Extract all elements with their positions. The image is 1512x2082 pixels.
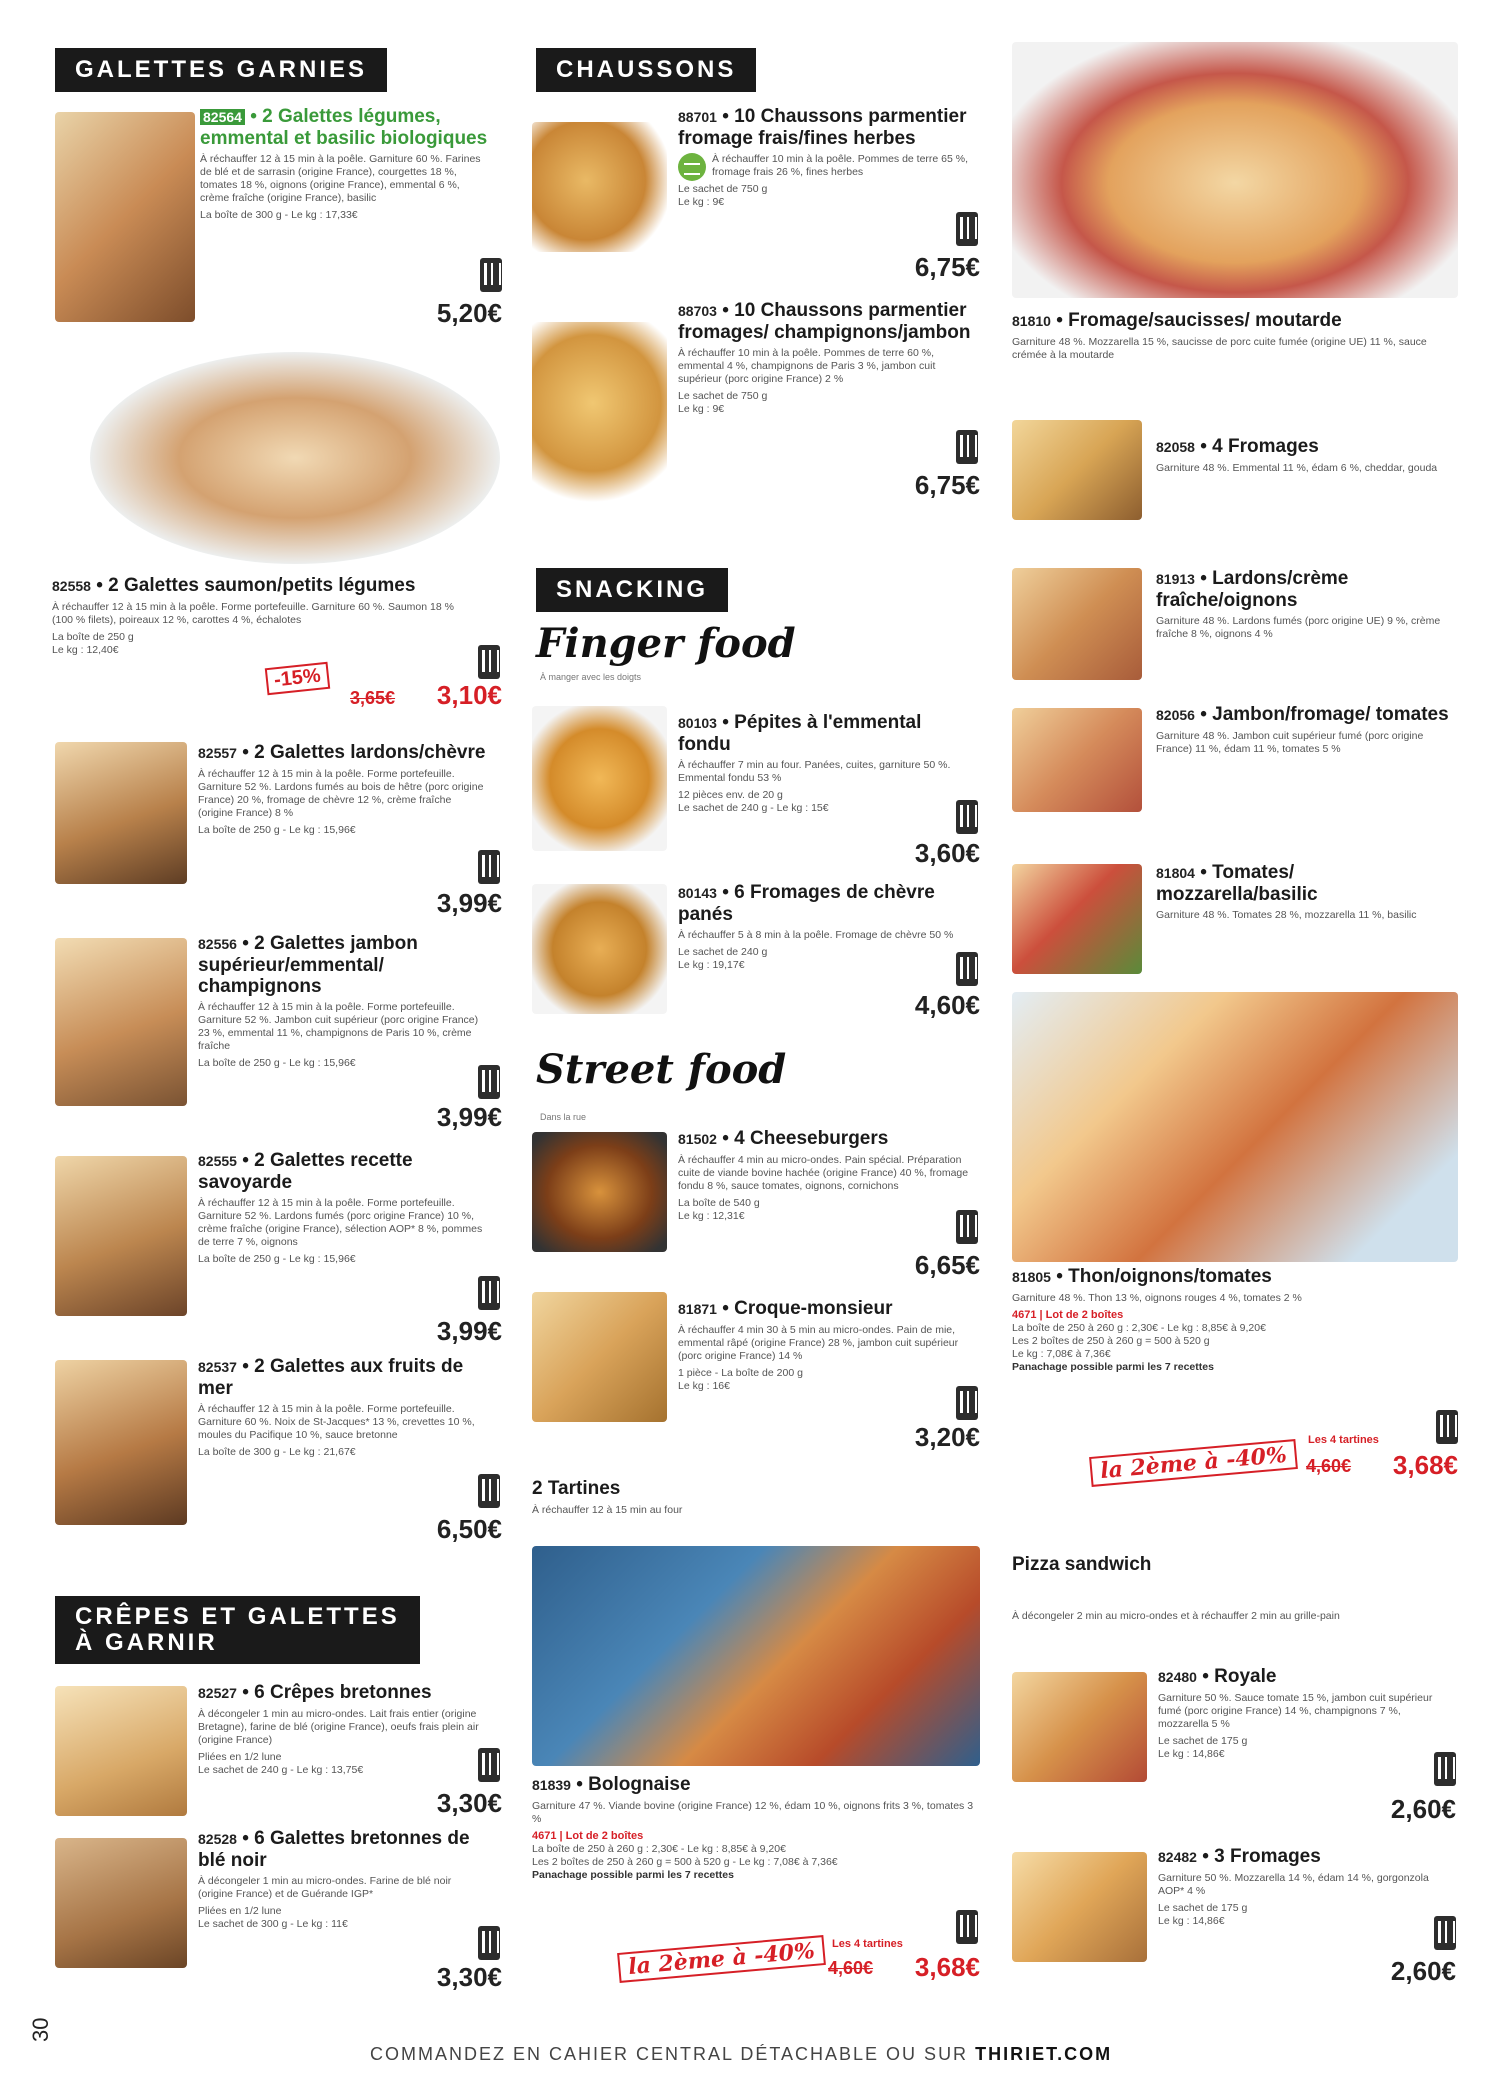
section-header-galettes: GALETTES GARNIES [55,48,387,92]
product-desc: Garniture 47 %. Viande bovine (origine France) 12 %, édam 10 %, oignons frits 3 %, tomates 3 % [532,1800,974,1825]
price: 3,60€ [914,838,980,868]
product-desc: À réchauffer 12 à 15 min à la poêle. Forme portefeuille. Garniture 52 %. Lardons fumés au bois de hêtre (porc origine France) 20 %, fromage de chèvre 12 %, crème fraîche (origine France) 8 % [198,768,484,819]
product-photo-galettes-saumon [90,352,500,564]
product-81913[interactable]: 81913 • Lardons/crème fraîche/oignons Garniture 48 %. Lardons fumés (porc origine UE) 9 %, crème fraîche 8 %, oignons 4 % [1156,568,1456,641]
product-code: 82558 [52,578,91,594]
product-meta: Pliées en 1/2 lune Le sachet de 300 g - Le kg : 11€ [198,1905,348,1930]
product-desc: À réchauffer 12 à 15 min à la poêle. Garniture 60 %. Farines de blé et de sarrasin (origine France), courgettes 18 %, tomates 18 %, oignons (origine France), emmental 6 %, crème fraîche (origine France), basilic [200,153,481,204]
lot-desc: La boîte de 250 à 260 g : 2,30€ - Le kg : 8,85€ à 9,20€ Les 2 boîtes de 250 à 260 g = 500 à 520 g - Le kg : 7,08€ à 7,36€ [532,1843,838,1868]
product-code: 81502 [678,1131,717,1147]
product-desc: À réchauffer 5 à 8 min à la poêle. Fromage de chèvre 50 % [678,929,954,941]
price: 3,99€ [436,1316,502,1346]
price: 4,60€ [914,990,980,1020]
price: 3,68€ [914,1952,980,1982]
product-code: 88703 [678,303,717,319]
fork-knife-icon [478,1276,500,1310]
product-title: Thon/oignons/tomates [1068,1266,1272,1287]
product-code: 82564 [200,109,245,125]
promo-badge: la 2ème à -40% [1089,1439,1298,1487]
product-desc: Garniture 48 %. Tomates 28 %, mozzarella 11 %, basilic [1156,909,1417,921]
product-81871[interactable]: 81871 • Croque-monsieur À réchauffer 4 min 30 à 5 min au micro-ondes. Pain de mie, emmental râpé (origine France) 28 %, jambon cuit supérieur (porc origine France) 14 % 1 pièce - La boîte de 200 g Le kg : 16€ [678,1298,978,1393]
product-title: 6 Galettes bretonnes de blé noir [198,1828,470,1871]
product-desc: À réchauffer 10 min à la poêle. Pommes de terre 65 %, fromage frais 26 %, fines herbes [712,153,969,178]
product-82556[interactable]: 82556 • 2 Galettes jambon supérieur/emmental/ champignons À réchauffer 12 à 15 min à la poêle. Forme portefeuille. Garniture 52 %. Jambon cuit supérieur (porc origine France) 23 %, emmental 11 %, champignons de Paris 10 %, crème fraîche La boîte de 250 g - Le kg : 15,96€ [198,933,488,1070]
product-photo [1012,708,1142,812]
product-82537[interactable]: 82537 • 2 Galettes aux fruits de mer À réchauffer 12 à 15 min à la poêle. Forme portefeuille. Garniture 60 %. Noix de St-Jacques* 13 %, crevettes 10 %, moules du Pacifique 10 %, sauce bretonne La boîte de 300 g - Le kg : 21,67€ [198,1356,488,1459]
product-code: 82482 [1158,1849,1197,1865]
product-code: 81805 [1012,1269,1051,1285]
product-desc: À réchauffer 12 à 15 min à la poêle. Forme portefeuille. Garniture 52 %. Jambon cuit supérieur (porc origine France) 23 %, emmental 11 %, champignons de Paris 10 %, crème fraîche [198,1001,479,1052]
product-meta: La boîte de 300 g - Le kg : 21,67€ [198,1446,356,1458]
product-desc: Garniture 50 %. Mozzarella 14 %, édam 14 %, gorgonzola AOP* 4 % [1158,1872,1429,1897]
product-desc: À réchauffer 12 à 15 min à la poêle. Forme portefeuille. Garniture 60 %. Saumon 18 % (100 % filets), poireaux 12 %, carottes 4 %, échalotes [52,601,454,626]
product-photo [55,112,195,322]
fork-knife-icon [478,1065,500,1099]
product-88701[interactable]: 88701 • 10 Chaussons parmentier fromage frais/fines herbes À réchauffer 10 min à la poêle. Pommes de terre 65 %, fromage frais 26 %, fines herbes Le sachet de 750 g Le kg : 9€ [678,106,978,209]
product-desc: Garniture 48 %. Lardons fumés (porc origine UE) 9 %, crème fraîche 8 %, oignons 4 % [1156,615,1441,640]
product-photo [55,1838,187,1968]
product-82480[interactable]: 82480 • Royale Garniture 50 %. Sauce tomate 15 %, jambon cuit supérieur fumé (porc origine France) 14 %, champignons 7 %, mozzarella 5 % Le sachet de 175 g Le kg : 14,86€ [1158,1666,1448,1761]
product-code: 80143 [678,885,717,901]
price: 3,20€ [914,1422,980,1452]
product-photo-bolognaise [532,1546,980,1766]
product-code: 82058 [1156,439,1195,455]
product-code: 82537 [198,1359,237,1375]
product-title: Fromage/saucisses/ moutarde [1068,310,1342,331]
product-code: 81839 [532,1777,571,1793]
product-code: 81804 [1156,865,1195,881]
product-meta: 12 pièces env. de 20 g Le sachet de 240 g - Le kg : 15€ [678,789,829,814]
product-photo [532,122,667,252]
finger-food-subtitle: À manger avec les doigts [540,672,642,682]
product-title: 6 Crêpes bretonnes [254,1682,432,1703]
fork-knife-icon [478,645,500,679]
section-header-chaussons: CHAUSSONS [536,48,756,92]
fork-knife-icon [1436,1410,1458,1444]
old-price: 4,60€ [828,1958,874,1978]
product-photo [1012,420,1142,520]
product-81502[interactable]: 81502 • 4 Cheeseburgers À réchauffer 4 min au micro-ondes. Pain spécial. Préparation cuite de viande bovine hachée (origine France) 40 %, fromage fondu 8 %, sauce tomates, oignons, cornichons La boîte de 540 g Le kg : 12,31€ [678,1128,978,1223]
price: 3,10€ [436,680,502,710]
fork-knife-icon [478,1748,500,1782]
product-82056[interactable]: 82056 • Jambon/fromage/ tomates Garniture 48 %. Jambon cuit supérieur fumé (porc origine France) 11 %, édam 11 %, tomates 5 % [1156,704,1456,756]
price: 3,99€ [436,888,502,918]
product-title: 2 Galettes recette savoyarde [198,1150,413,1193]
footer-text: COMMANDEZ EN CAHIER CENTRAL DÉTACHABLE OU SUR [370,2044,969,2064]
product-title: Jambon/fromage/ tomates [1212,704,1449,725]
product-title: 10 Chaussons parmentier fromages/ champignons/jambon [678,300,971,343]
product-code: 82480 [1158,1669,1197,1685]
product-meta: La boîte de 250 g Le kg : 12,40€ [52,631,134,656]
price: 6,75€ [914,470,980,500]
product-code: 82557 [198,745,237,761]
product-desc: À réchauffer 7 min au four. Panées, cuites, garniture 50 %. Emmental fondu 53 % [678,759,951,784]
bio-icon [678,153,706,181]
price: 2,60€ [1390,1956,1456,1986]
product-photo [1012,1672,1147,1782]
product-photo [55,1360,187,1525]
product-photo [55,1686,187,1816]
lot-label: 4671 | Lot de 2 boîtes [532,1830,644,1842]
product-80143[interactable]: 80143 • 6 Fromages de chèvre panés À réchauffer 5 à 8 min à la poêle. Fromage de chèvre 50 % Le sachet de 240 g Le kg : 19,17€ [678,882,978,972]
section-header-crepes: CRÊPES ET GALETTES À GARNIR [55,1596,420,1664]
product-photo [532,1132,667,1252]
fork-knife-icon [956,1910,978,1944]
product-meta: La boîte de 250 g - Le kg : 15,96€ [198,1057,356,1069]
fork-knife-icon [1434,1916,1456,1950]
product-82558[interactable]: 82558 • 2 Galettes saumon/petits légumes À réchauffer 12 à 15 min à la poêle. Forme portefeuille. Garniture 60 %. Saumon 18 % (100 % filets), poireaux 12 %, carottes 4 %, échalotes La boîte de 250 g Le kg : 12,40€ [52,575,502,657]
product-88703[interactable]: 88703 • 10 Chaussons parmentier fromages/ champignons/jambon À réchauffer 10 min à la poêle. Pommes de terre 60 %, emmental 4 %, champignons de Paris 3 %, jambon cuit supérieur (porc origine France) 2 % Le sachet de 750 g Le kg : 9€ [678,300,978,416]
product-81805[interactable]: 81805 • Thon/oignons/tomates Garniture 48 %. Thon 13 %, oignons rouges 4 %, tomates 2 % 4671 | Lot de 2 boîtes La boîte de 250 à 260 g : 2,30€ - Le kg : 8,85€ à 9,20€ Les 2 boîtes de 250 à 260 g = 500 à 520 g Le kg : 7,08€ à 7,36€ Panachage possible parmi les 7 recettes [1012,1266,1458,1374]
product-meta: Le sachet de 240 g Le kg : 19,17€ [678,946,768,971]
street-food-subtitle: Dans la rue [540,1112,587,1122]
product-82557[interactable]: 82557 • 2 Galettes lardons/chèvre À réchauffer 12 à 15 min à la poêle. Forme portefeuille. Garniture 52 %. Lardons fumés au bois de hêtre (porc origine France) 20 %, fromage de chèvre 12 %, crème fraîche (origine France) 8 % La boîte de 250 g - Le kg : 15,96€ [198,742,488,837]
product-title: 6 Fromages de chèvre panés [678,882,935,925]
product-title: 2 Galettes aux fruits de mer [198,1356,464,1399]
product-title: Croque-monsieur [734,1298,893,1319]
product-code: 81913 [1156,571,1195,587]
product-meta: La boîte de 250 g - Le kg : 15,96€ [198,824,356,836]
old-price: 3,65€ [350,688,396,708]
product-meta: Pliées en 1/2 lune Le sachet de 240 g - Le kg : 13,75€ [198,1751,364,1776]
tartines-note: À réchauffer 12 à 15 min au four [532,1504,683,1516]
product-desc: À réchauffer 4 min 30 à 5 min au micro-ondes. Pain de mie, emmental râpé (origine France) 28 %, jambon cuit supérieur (porc origine France) 14 % [678,1324,959,1362]
product-title: 2 Galettes légumes, emmental et basilic biologiques [200,106,488,149]
product-photo [532,1292,667,1422]
price: 3,30€ [436,1788,502,1818]
tartines-heading: 2 Tartines [532,1478,621,1499]
product-photo [55,1156,187,1316]
price: 2,60€ [1390,1794,1456,1824]
price: 3,68€ [1392,1450,1458,1480]
price: 6,75€ [914,252,980,282]
product-meta: La boîte de 300 g - Le kg : 17,33€ [200,209,358,221]
product-code: 82556 [198,936,237,952]
product-meta: La boîte de 250 g - Le kg : 15,96€ [198,1253,356,1265]
price: 3,99€ [436,1102,502,1132]
product-code: 82528 [198,1831,237,1847]
product-title: 2 Galettes saumon/petits légumes [108,575,416,596]
promo-label: Les 4 tartines [1308,1434,1379,1446]
price: 6,65€ [914,1250,980,1280]
product-meta: Le sachet de 750 g Le kg : 9€ [678,390,768,415]
product-photo [1012,1852,1147,1962]
product-81839[interactable]: 81839 • Bolognaise Garniture 47 %. Viande bovine (origine France) 12 %, édam 10 %, oignons frits 3 %, tomates 3 % 4671 | Lot de 2 boîtes La boîte de 250 à 260 g : 2,30€ - Le kg : 8,85€ à 9,20€ Les 2 boîtes de 250 à 260 g = 500 à 520 g - Le kg : 7,08€ à 7,36€ Panachage possible parmi les 7 recettes [532,1774,982,1882]
fork-knife-icon [956,1210,978,1244]
pizza-sandwich-heading: Pizza sandwich [1012,1554,1152,1575]
product-title: Lardons/crème fraîche/oignons [1156,568,1349,611]
product-photo [532,322,667,502]
product-82555[interactable]: 82555 • 2 Galettes recette savoyarde À réchauffer 12 à 15 min à la poêle. Forme portefeuille. Garniture 52 %. Lardons fumés (porc origine France) 10 %, crème fraîche (origine France), sélection AOP* 8 %, pommes de terre 7 %, oignons La boîte de 250 g - Le kg : 15,96€ [198,1150,488,1266]
product-title: 4 Fromages [1212,436,1319,457]
product-title: 10 Chaussons parmentier fromage frais/fines herbes [678,106,967,149]
product-desc: Garniture 48 %. Jambon cuit supérieur fumé (porc origine France) 11 %, édam 11 %, tomates 5 % [1156,730,1424,755]
product-photo [1012,864,1142,974]
product-desc: À décongeler 1 min au micro-ondes. Lait frais entier (origine Bretagne), farine de blé (origine France), oeufs frais plein air (origine France) [198,1708,479,1746]
lot-label: 4671 | Lot de 2 boîtes [1012,1309,1124,1321]
product-desc: Garniture 50 %. Sauce tomate 15 %, jambon cuit supérieur fumé (porc origine France) 14 %, champignons 7 %, mozzarella 5 % [1158,1692,1433,1730]
product-title: Tomates/ mozzarella/basilic [1156,862,1318,905]
fork-knife-icon [956,1386,978,1420]
product-photo [55,742,187,884]
fork-knife-icon [480,258,502,292]
product-code: 82555 [198,1153,237,1169]
product-meta: Le sachet de 175 g Le kg : 14,86€ [1158,1735,1248,1760]
product-photo-fromage-saucisses [1012,42,1458,298]
product-desc: À réchauffer 12 à 15 min à la poêle. Forme portefeuille. Garniture 60 %. Noix de St-Jacques* 13 %, crevettes 10 %, moules du Pacifique 10 %, sauce bretonne [198,1403,475,1441]
fork-knife-icon [956,800,978,834]
product-meta: 1 pièce - La boîte de 200 g Le kg : 16€ [678,1367,803,1392]
product-code: 88701 [678,109,717,125]
product-82058[interactable]: 82058 • 4 Fromages Garniture 48 %. Emmental 11 %, édam 6 %, cheddar, gouda [1156,436,1456,475]
footer-brand[interactable]: THIRIET.COM [975,2044,1113,2064]
product-photo-thon [1012,992,1458,1262]
panachage: Panachage possible parmi les 7 recettes [1012,1361,1214,1373]
product-81804[interactable]: 81804 • Tomates/ mozzarella/basilic Garniture 48 %. Tomates 28 %, mozzarella 11 %, basilic [1156,862,1456,922]
product-meta: Le sachet de 175 g Le kg : 14,86€ [1158,1902,1248,1927]
product-81810[interactable]: 81810 • Fromage/saucisses/ moutarde Garniture 48 %. Mozzarella 15 %, saucisse de porc cuite fumée (origine UE) 11 %, sauce crémée à la moutarde [1012,310,1458,362]
product-title: 2 Galettes lardons/chèvre [254,742,486,763]
product-82564[interactable]: 82564 • 2 Galettes légumes, emmental et basilic biologiques À réchauffer 12 à 15 min à la poêle. Garniture 60 %. Farines de blé et de sarrasin (origine France), courgettes 18 %, tomates 18 %, oignons (origine France), emmental 6 %, crème fraîche (origine France), basilic La boîte de 300 g - Le kg : 17,33€ [200,106,490,222]
product-title: 2 Galettes jambon supérieur/emmental/ champignons [198,933,418,997]
price: 5,20€ [436,298,502,328]
product-code: 80103 [678,715,717,731]
product-code: 82527 [198,1685,237,1701]
discount-badge: -15% [265,662,330,695]
panachage: Panachage possible parmi les 7 recettes [532,1869,734,1881]
fork-knife-icon [956,952,978,986]
street-food-title: Street food [536,1046,787,1093]
product-photo [532,884,667,1014]
product-title: 4 Cheeseburgers [734,1128,889,1149]
product-title: Royale [1214,1666,1277,1687]
pizza-note: À décongeler 2 min au micro-ondes et à réchauffer 2 min au grille-pain [1012,1610,1340,1622]
product-80103[interactable]: 80103 • Pépites à l'emmental fondu À réchauffer 7 min au four. Panées, cuites, garniture 50 %. Emmental fondu 53 % 12 pièces env. de 20 g Le sachet de 240 g - Le kg : 15€ [678,712,978,815]
product-82528[interactable]: 82528 • 6 Galettes bretonnes de blé noir À décongeler 1 min au micro-ondes. Farine de blé noir (origine France) et de Guérande IGP* Pliées en 1/2 lune Le sachet de 300 g - Le kg : 11€ [198,1828,488,1931]
product-meta: Le sachet de 750 g Le kg : 9€ [678,183,768,208]
product-code: 81871 [678,1301,717,1317]
product-title: Pépites à l'emmental fondu [678,712,922,755]
promo-badge: la 2ème à -40% [617,1935,826,1983]
fork-knife-icon [1434,1752,1456,1786]
product-desc: À réchauffer 12 à 15 min à la poêle. Forme portefeuille. Garniture 52 %. Lardons fumés (porc origine France) 10 %, crème fraîche (origine France), sélection AOP* 8 %, pommes de terre 7 %, oignons [198,1197,483,1248]
fork-knife-icon [956,430,978,464]
product-desc: Garniture 48 %. Thon 13 %, oignons rouges 4 %, tomates 2 % [1012,1292,1302,1304]
product-title: 3 Fromages [1214,1846,1321,1867]
price: 3,30€ [436,1962,502,1992]
fork-knife-icon [956,212,978,246]
old-price: 4,60€ [1306,1456,1352,1476]
lot-desc: La boîte de 250 à 260 g : 2,30€ - Le kg : 8,85€ à 9,20€ Les 2 boîtes de 250 à 260 g = 500 à 520 g Le kg : 7,08€ à 7,36€ [1012,1322,1266,1360]
product-desc: À décongeler 1 min au micro-ondes. Farine de blé noir (origine France) et de Guérande IGP* [198,1875,452,1900]
price: 6,50€ [436,1514,502,1544]
product-desc: À réchauffer 4 min au micro-ondes. Pain spécial. Préparation cuite de viande bovine hachée (origine France) 40 %, fromage fondu 8 %, sauce tomates, oignons, cornichons [678,1154,969,1192]
product-code: 82056 [1156,707,1195,723]
finger-food-title: Finger food [536,620,796,667]
product-photo [55,938,187,1106]
section-header-snacking: SNACKING [536,568,728,612]
page-number: 30 [28,2017,53,2042]
fork-knife-icon [478,850,500,884]
product-code: 81810 [1012,313,1051,329]
product-photo [532,706,667,851]
product-desc: Garniture 48 %. Emmental 11 %, édam 6 %, cheddar, gouda [1156,462,1438,474]
fork-knife-icon [478,1926,500,1960]
product-82527[interactable]: 82527 • 6 Crêpes bretonnes À décongeler 1 min au micro-ondes. Lait frais entier (origine Bretagne), farine de blé (origine France), oeufs frais plein air (origine France) Pliées en 1/2 lune Le sachet de 240 g - Le kg : 13,75€ [198,1682,488,1777]
footer [370,2044,1112,2065]
product-82482[interactable]: 82482 • 3 Fromages Garniture 50 %. Mozzarella 14 %, édam 14 %, gorgonzola AOP* 4 % Le sachet de 175 g Le kg : 14,86€ [1158,1846,1448,1928]
fork-knife-icon [478,1474,500,1508]
product-meta: La boîte de 540 g Le kg : 12,31€ [678,1197,760,1222]
product-desc: À réchauffer 10 min à la poêle. Pommes de terre 60 %, emmental 4 %, champignons de Paris 3 %, jambon cuit supérieur (porc origine France) 2 % [678,347,936,385]
promo-label: Les 4 tartines [832,1938,903,1950]
product-photo [1012,568,1142,680]
product-title: Bolognaise [588,1774,691,1795]
product-desc: Garniture 48 %. Mozzarella 15 %, saucisse de porc cuite fumée (origine UE) 11 %, sauce crémée à la moutarde [1012,336,1427,361]
